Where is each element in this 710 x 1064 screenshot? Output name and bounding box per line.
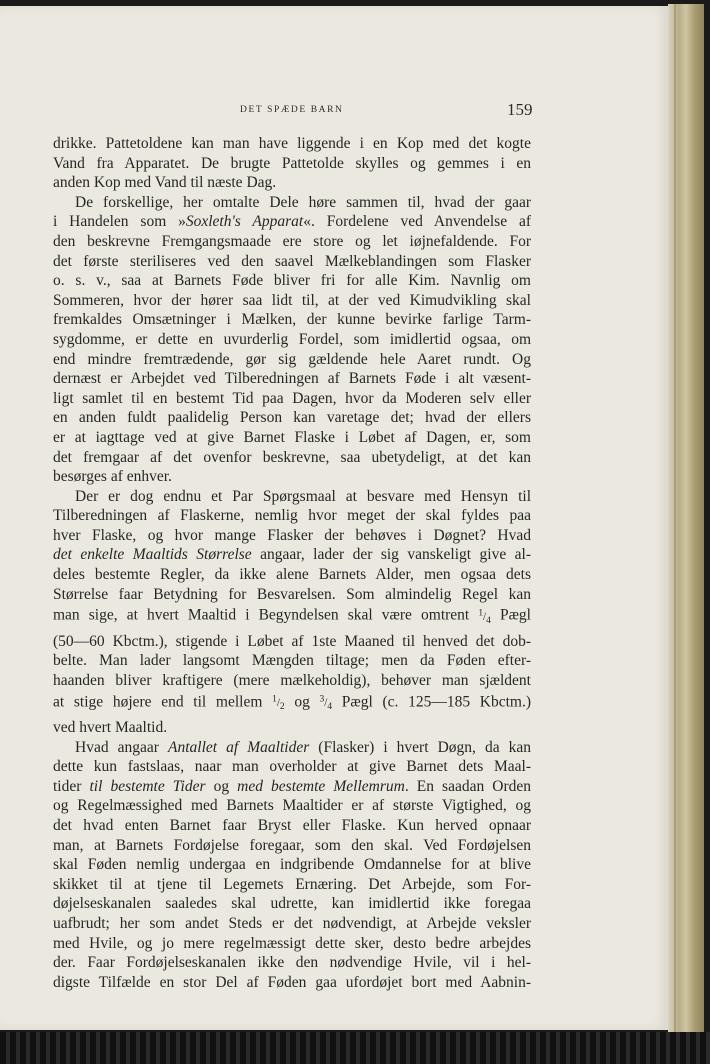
book-page <box>0 6 668 1030</box>
emphasis: det enkelte Maaltids Størrelse <box>53 546 252 564</box>
text-line: en anden fuldt paalidelig Person kan varetage det; hvad der ellers <box>53 409 531 427</box>
text-line: det fremgaar af det ovenfor beskrevne, saa ubetydeligt, at det kan <box>53 448 531 466</box>
emphasis: med bestemte Mellemrum <box>237 777 405 795</box>
emphasis: Soxleth's Apparat <box>185 213 304 231</box>
text-line: man sige, at hvert Maaltid i Begyndelsen skal være omtrent $^1/_4$ Pægl <box>53 606 531 627</box>
text-line: Størrelse faar Betydning for Besvarelsen. Som almindelig Regel kan <box>53 585 531 603</box>
text-line: skikket til at tjene til Legemets Ernæring. Det Arbejde, som For- <box>53 875 531 893</box>
text-line: det enkelte Maaltids Størrelse angaar, lader der sig vanskeligt give al- <box>53 546 532 564</box>
text-line: dernæst er Arbejdet ved Tilberedningen af Barnets Føde i alt væsent- <box>53 370 531 388</box>
text-line: end mindre fremtrædende, gør sig gældende hele Aaret rundt. Og <box>53 350 531 368</box>
running-head <box>0 100 668 123</box>
text-line: ligt samlet til en bestemt Tid paa Dagen, hvor da Moderen selv eller <box>53 389 531 407</box>
text-line: tider til bestemte Tider og med bestemte Mellemrum. En saadan Orden <box>53 777 532 795</box>
fraction: $^3/_4$ <box>319 694 333 713</box>
text-line: digste Tilfælde en stor Del af Føden gaa ufordøjet bort med Aabnin- <box>53 973 531 991</box>
text-line: at stige højere end til mellem $^1/_2$ og $^3/_4$ Pægl (c. 125—185 Kbctm.) <box>53 693 531 713</box>
text-line: deles bestemte Regler, da ikke alene Barnets Alder, men ogsaa dets <box>53 566 531 584</box>
text-line: haanden bliver kraftigere (mere mælkeholdig), behøver man sjældent <box>53 671 531 689</box>
text-line: Der er dog endnu et Par Spørgsmaal at besvare med Hensyn til <box>75 487 531 505</box>
text-line: Sommeren, hvor der hører saa lidt til, at der ved Kimudvikling skal <box>53 291 531 309</box>
text-line: døjelseskanalen saaledes skal udrette, kan imidlertid ikke foregaa <box>53 895 531 913</box>
text-line: Hvad angaar Antallet af Maaltider (Flasker) i hvert Døgn, da kan <box>75 738 532 756</box>
text-line: det hvad enten Barnet faar Bryst eller Flaske. Kun herved opnaar <box>53 817 531 835</box>
text-line: sygdomme, er dette en uvurderlig Fordel, som imidlertid ogsaa, om <box>53 330 531 348</box>
text-line: skal Føden nemlig undergaa en indgribende Omdannelse for at blive <box>53 856 531 874</box>
text-line: hver Flaske, og hvor mange Flasker der behøves i Døgnet? Hvad <box>53 526 531 544</box>
running-head-title: DET SPÆDE BARN <box>240 105 344 115</box>
text-line: er at iagttage ved at give Barnet Flaske i Løbet af Dagen, er, som <box>53 428 531 446</box>
text-line: Tilberedningen af Flaskerne, nemlig hvor meget der skal fyldes paa <box>53 507 531 525</box>
scanner-bed <box>0 1032 710 1064</box>
text-line: i Handelen som »Soxleth's Apparat«. Fordelene ved Anvendelse af <box>53 213 531 231</box>
text-line: man, at Barnets Fordøjelse foregaar, som den skal. Ved Fordøjelsen <box>53 836 531 854</box>
text-line: anden Kop med Vand til næste Dag. <box>53 174 277 192</box>
fraction: $^1/_4$ <box>478 608 491 627</box>
emphasis: til bestemte Tider <box>89 777 206 795</box>
text-line: den beskrevne Fremgangsmaade ere store og let iøjnefaldende. For <box>53 232 531 250</box>
text-line: Vand fra Apparatet. De brugte Pattetolde skylles og gemmes i en <box>53 154 531 172</box>
text-line: det første steriliseres ved den saavel Mælkeblandingen som Flasker <box>53 252 531 270</box>
text-line: med Hvile, og jo mere regelmæssigt dette sker, desto bedre arbejdes <box>53 934 531 952</box>
body-text <box>53 134 531 992</box>
text-line: der. Faar Fordøjelseskanalen ikke den nødvendige Hvile, vil i hel- <box>53 954 531 972</box>
emphasis: Antallet af Maaltider <box>168 738 310 756</box>
page-edge <box>668 4 704 1032</box>
text-line: dette kun fastslaas, naar man overholder at give Barnet dets Maal- <box>53 758 531 776</box>
text-line: o. s. v., saa at Barnets Føde bliver fri for alle Kim. Navnlig om <box>53 272 531 290</box>
text-line: fremkaldes Omsætninger i Mælken, der kunne bevirke farlige Tarm- <box>53 311 531 329</box>
fraction: $^1/_2$ <box>272 694 285 713</box>
text-line: drikke. Pattetoldene kan man have liggende i en Kop med det kogte <box>53 135 531 152</box>
text-line: (50—60 Kbctm.), stigende i Løbet af 1ste Maaned til henved det dob- <box>53 632 531 650</box>
text-line: uafbrudt; her som andet Steds er det nødvendigt, at Arbejde veksler <box>53 915 531 933</box>
text-line: og Regelmæssighed med Barnets Maaltider er af største Vigtighed, og <box>53 797 531 815</box>
page-number: 159 <box>507 100 533 119</box>
text-line: belte. Man lader langsomt Mængden tiltage; men da Føden efter- <box>53 652 531 670</box>
text-line: De forskellige, her omtalte Dele høre sammen til, hvad der gaar <box>75 193 531 211</box>
text-line: besørges af enhver. <box>53 468 172 486</box>
text-line: ved hvert Maaltid. <box>53 719 168 737</box>
